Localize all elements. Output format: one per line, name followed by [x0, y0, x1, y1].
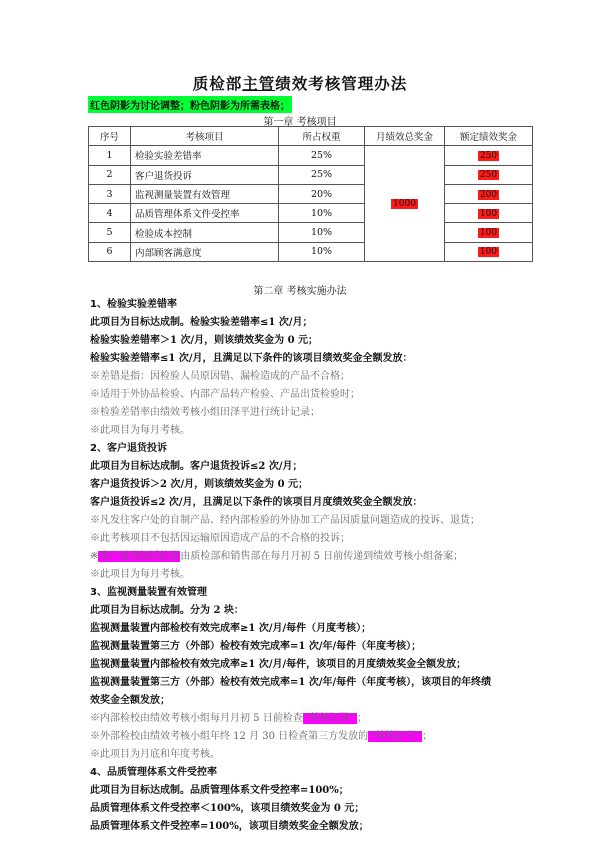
highlight-note: 红色阴影为讨论调整；粉色阴影为所需表格；: [88, 96, 292, 113]
row-bonus: 250: [479, 150, 498, 161]
table-row: [89, 242, 533, 261]
row-bonus: 250: [479, 170, 498, 181]
header-rated-bonus: 额定绩效奖金: [445, 127, 533, 146]
section-3-heading: 3、监视测量装置有效管理: [90, 587, 207, 598]
required-form-highlight: “检校证书”: [370, 731, 421, 742]
row-no: 4: [89, 204, 131, 223]
row-bonus-cell: [445, 146, 533, 165]
note-pre: ※内部检校由绩效考核小组每月月初 5 日前检查: [90, 713, 303, 724]
section-4-line: 品质管理体系文件受控率＜100%，该项目绩效奖金为 0 元；: [90, 803, 365, 814]
row-weight: 25%: [279, 165, 365, 184]
total-bonus-value: 1000: [393, 199, 416, 210]
row-weight: 10%: [279, 242, 365, 261]
section-3-line: 监视测量装置内部检校有效完成率≥1 次/月/每件，该项目的月度绩效奖金全额发放；: [90, 659, 467, 670]
header-weight: 所占权重: [279, 127, 365, 146]
row-bonus-cell: [445, 242, 533, 261]
note-post: ；: [422, 731, 433, 742]
row-item: 品质管理体系文件受控率: [131, 204, 279, 223]
section-3-note: [90, 710, 530, 728]
section-2-note: [90, 548, 530, 566]
section-3-line: 监视测量装置内部检校有效完成率≥1 次/月/每件（月度考核）；: [90, 623, 372, 634]
section-3-line: 效奖金全额发放；: [90, 695, 170, 706]
header-item: 考核项目: [131, 127, 279, 146]
row-bonus-cell: [445, 204, 533, 223]
row-no: 1: [89, 146, 131, 165]
row-no: 6: [89, 242, 131, 261]
section-2-heading: 2、客户退货投诉: [90, 443, 167, 454]
row-bonus-cell: [445, 223, 533, 242]
note-prefix: ※: [90, 551, 99, 562]
row-weight: 25%: [279, 146, 365, 165]
row-bonus: 200: [479, 189, 498, 200]
row-item: 监视测量装置有效管理: [131, 184, 279, 203]
section-1-line: 检验实验差错率≤1 次/月，且满足以下条件的该项目绩效奖金全额发放：: [90, 353, 413, 364]
note-post: ；: [356, 713, 367, 724]
section-4-line: 此项目为目标达成制。品质管理体系文件受控率=100%；: [90, 785, 349, 796]
section-3-line: 监视测量装置第三方（外部）检校有效完成率=1 次/年/每件（年度考核），该项目的年终绩: [90, 677, 492, 688]
section-2-line: 此项目为目标达成制。客户退货投诉≤2 次/月；: [90, 461, 303, 472]
section-3-line: 此项目为目标达成制。分为 2 块：: [90, 605, 244, 616]
row-item: 检验实验差错率: [131, 146, 279, 165]
row-no: 3: [89, 184, 131, 203]
row-bonus-cell: [445, 184, 533, 203]
row-bonus: 100: [479, 228, 498, 239]
row-item: 检验成本控制: [131, 223, 279, 242]
section-4-line: 品质管理体系文件受控率=100%，该项目绩效奖金全额发放；: [90, 821, 369, 832]
row-item: 内部顾客满意度: [131, 242, 279, 261]
section-1-line: 检验实验差错率＞1 次/月，则该绩效奖金为 0 元；: [90, 335, 319, 346]
section-1-note: ※检验差错率由绩效考核小组田泽平进行统计记录；: [90, 407, 320, 418]
title-part-1: 质检部: [192, 74, 243, 93]
section-2-note: ※此项目为每月考核。: [90, 569, 190, 580]
title-part-2: 主管: [242, 74, 276, 93]
section-3-line: 监视测量装置第三方（外部）检校有效完成率=1 次/年/每件（年度考核）；: [90, 641, 422, 652]
table-header-row: [89, 127, 533, 146]
table-row: [89, 184, 533, 203]
section-3-note: ※此项目为月底和年度考核。: [90, 749, 220, 760]
section-2-note: ※此考核项目不包括因运输原因造成产品的不合格的投诉；: [90, 533, 350, 544]
section-3-note: [90, 728, 530, 746]
required-form-highlight: 客户退货投诉信息: [99, 551, 180, 562]
row-no: 2: [89, 165, 131, 184]
table-row: [89, 223, 533, 242]
header-total-bonus: 月绩效总奖金: [365, 127, 445, 146]
table-row: [89, 204, 533, 223]
document-title: [0, 72, 600, 94]
section-4-heading: 4、品质管理体系文件受控率: [90, 767, 217, 778]
header-no: 序号: [89, 127, 131, 146]
section-2-note: ※凡发往客户处的自制产品、经内部检验的外协加工产品因质量问题造成的投诉、退货；: [90, 515, 480, 526]
section-2-line: 客户退货投诉≤2 次/月，且满足以下条件的该项目月度绩效奖金全额发放：: [90, 497, 423, 508]
title-part-3: 绩效考核管理办法: [275, 74, 408, 93]
document-body: [90, 296, 530, 836]
row-weight: 10%: [279, 223, 365, 242]
row-item: 客户退货投诉: [131, 165, 279, 184]
row-bonus: 100: [479, 247, 498, 258]
row-no: 5: [89, 223, 131, 242]
section-1-note: ※差错是指：因检验人员原因错、漏检造成的产品不合格；: [90, 371, 350, 382]
row-weight: 20%: [279, 184, 365, 203]
table-row: [89, 165, 533, 184]
section-1-note: ※此项目为每月考核。: [90, 425, 190, 436]
required-form-highlight: “检校记录”: [304, 713, 355, 724]
section-1-line: 此项目为目标达成制。检验实验差错率≤1 次/月；: [90, 317, 313, 328]
chapter-1-heading: 第一章 考核项目: [263, 117, 337, 128]
section-1-note: ※适用于外协品检验、内部产品转产检验、产品出货检验时；: [90, 389, 360, 400]
kpi-table: [88, 126, 533, 262]
section-2-line: 客户退货投诉＞2 次/月，则该绩效奖金为 0 元；: [90, 479, 309, 490]
total-bonus-cell: [365, 146, 445, 262]
table-row: [89, 146, 533, 165]
row-bonus-cell: [445, 165, 533, 184]
row-bonus: 100: [479, 208, 498, 219]
section-1-heading: 1、检验实验差错率: [90, 299, 177, 310]
chapter-2-heading: 第二章 考核实施办法: [253, 286, 347, 297]
note-rest: 由质检部和销售部在每月月初 5 日前传递到绩效考核小组备案；: [180, 551, 464, 562]
row-weight: 10%: [279, 204, 365, 223]
note-pre: ※外部检校由绩效考核小组年终 12 月 30 日检查第三方发放的: [90, 731, 369, 742]
